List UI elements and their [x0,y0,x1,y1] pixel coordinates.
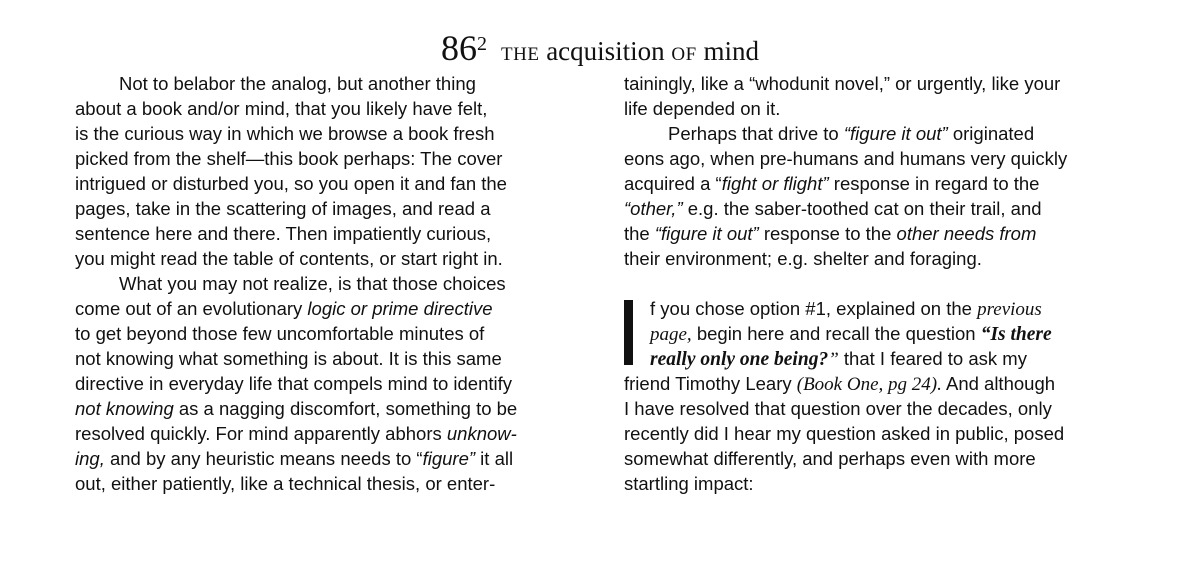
page-header [0,28,1200,76]
text-line: the “figure it out” response to the other needs from [624,223,1037,244]
text-line: eons ago, when pre-humans and humans very quickly [624,148,1068,169]
text-line: about a book and/or mind, that you likely have felt, [75,98,488,119]
text-line: friend Timothy Leary (Book One, pg 24). And although [624,373,1056,395]
paragraph-spacer [624,271,1144,296]
text-line: somewhat differently, and perhaps even with more [624,448,1036,469]
text-line: tainingly, like a “whodunit novel,” or urgently, like your [624,73,1061,94]
text-line: page, begin here and recall the question “Is there [650,323,1052,345]
text-line: life depended on it. [624,98,781,119]
text-line: recently did I hear my question asked in public, posed [624,423,1065,444]
text-line: not knowing what something is about. It is this same [75,348,502,369]
running-title: THE acquisition OF mind [501,36,759,66]
text-line: really only one being?” that I feared to ask my [650,348,1027,370]
page-number-superscript: 2 [477,33,487,55]
text-line: Perhaps that drive to “figure it out” originated [668,123,1035,144]
text-line: f you chose option #1, explained on the previous [650,298,1042,320]
text-line: startling impact: [624,473,754,494]
text-line: is the curious way in which we browse a book fresh [75,123,495,144]
text-line: out, either patiently, like a technical thesis, or enter- [75,473,496,494]
text-line: intrigued or disturbed you, so you open it and fan the [75,173,507,194]
right-column [624,71,1144,496]
text-line: pages, take in the scattering of images, and read a [75,198,491,219]
page-number: $86^2$ [441,28,487,68]
text-line: their environment; e.g. shelter and foraging. [624,248,982,269]
text-line: I have resolved that question over the decades, only [624,398,1052,419]
text-line: acquired a “fight or flight” response in regard to the [624,173,1040,194]
text-line: Not to belabor the analog, but another thing [119,73,476,94]
text-line: “other,” e.g. the saber-toothed cat on their trail, and [624,198,1042,219]
text-line: What you may not realize, is that those choices [119,273,506,294]
text-line: directive in everyday life that compels mind to identify [75,373,513,394]
text-line: sentence here and there. Then impatiently curious, [75,223,492,244]
text-line: ing, and by any heuristic means needs to “figure” it all [75,448,514,469]
text-line: not knowing as a nagging discomfort, something to be [75,398,518,419]
text-line: you might read the table of contents, or start right in. [75,248,503,269]
text-line: picked from the shelf—this book perhaps: The cover [75,148,503,169]
drop-cap-letter-i [624,300,633,365]
text-line: come out of an evolutionary logic or prime directive [75,298,493,319]
drop-cap-paragraph [624,296,1144,371]
text-line: resolved quickly. For mind apparently abhors unknow- [75,423,517,444]
text-line: to get beyond those few uncomfortable minutes of [75,323,485,344]
left-column [75,71,595,496]
